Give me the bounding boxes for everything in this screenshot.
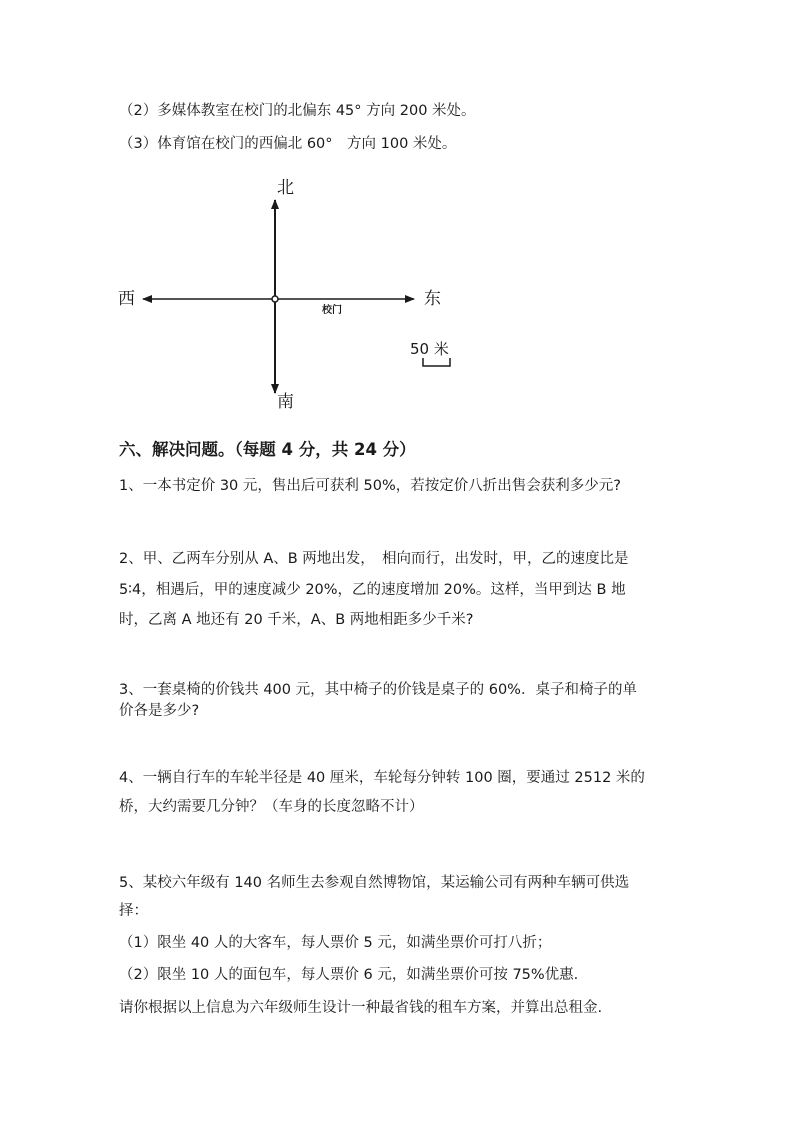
north-label: 北 <box>277 178 294 198</box>
problem-2-line-1: 2、甲、乙两车分别从 A、B 两地出发， 相向而行，出发时，甲，乙的速度比是 <box>119 551 629 567</box>
problem-2-line-2: 5∶4，相遇后，甲的速度减少 20%，乙的速度增加 20%。这样，当甲到达 B 地 <box>119 582 626 598</box>
compass-diagram <box>108 175 488 415</box>
problem-4-line-2: 桥，大约需要几分钟？（车身的长度忽略不计） <box>119 799 424 815</box>
school-gate-point <box>272 296 278 302</box>
problem-3-line-1: 3、一套桌椅的价钱共 400 元，其中椅子的价钱是桌子的 60%．桌子和椅子的单 <box>119 682 637 698</box>
problem-4-line-1: 4、一辆自行车的车轮半径是 40 厘米，车轮每分钟转 100 圈，要通过 2512 米的 <box>119 770 645 786</box>
problem-5-option-2: （2）限坐 10 人的面包车，每人票价 6 元，如满坐票价可按 75%优惠. <box>119 967 579 983</box>
section-title: 六、解决问题。（每题 4 分，共 24 分） <box>119 440 416 459</box>
problem-3-line-2: 价各是多少? <box>119 703 200 719</box>
school-gate-label: 校门 <box>322 305 342 316</box>
question-item-2: （2）多媒体教室在校门的北偏东 45° 方向 200 米处。 <box>119 103 476 119</box>
problem-5-option-1: （1）限坐 40 人的大客车，每人票价 5 元，如满坐票价可打八折； <box>119 935 552 951</box>
east-label: 东 <box>424 289 441 309</box>
south-label: 南 <box>277 392 294 412</box>
scale-bar <box>423 358 450 366</box>
west-label: 西 <box>118 289 135 309</box>
problem-1: 1、一本书定价 30 元，售出后可获利 50%，若按定价八折出售会获利多少元? <box>119 478 621 494</box>
problem-5-question: 请你根据以上信息为六年级师生设计一种最省钱的租车方案，并算出总租金. <box>119 1000 603 1016</box>
question-item-3: （3）体育馆在校门的西偏北 60° 方向 100 米处。 <box>119 136 457 152</box>
problem-5-line-1: 5、某校六年级有 140 名师生去参观自然博物馆，某运输公司有两种车辆可供选 <box>119 875 630 891</box>
problem-5-line-2: 择： <box>119 903 148 919</box>
problem-2-line-3: 时，乙离 A 地还有 20 千米，A、B 两地相距多少千米? <box>119 612 474 628</box>
scale-label: 50 米 <box>410 340 449 358</box>
